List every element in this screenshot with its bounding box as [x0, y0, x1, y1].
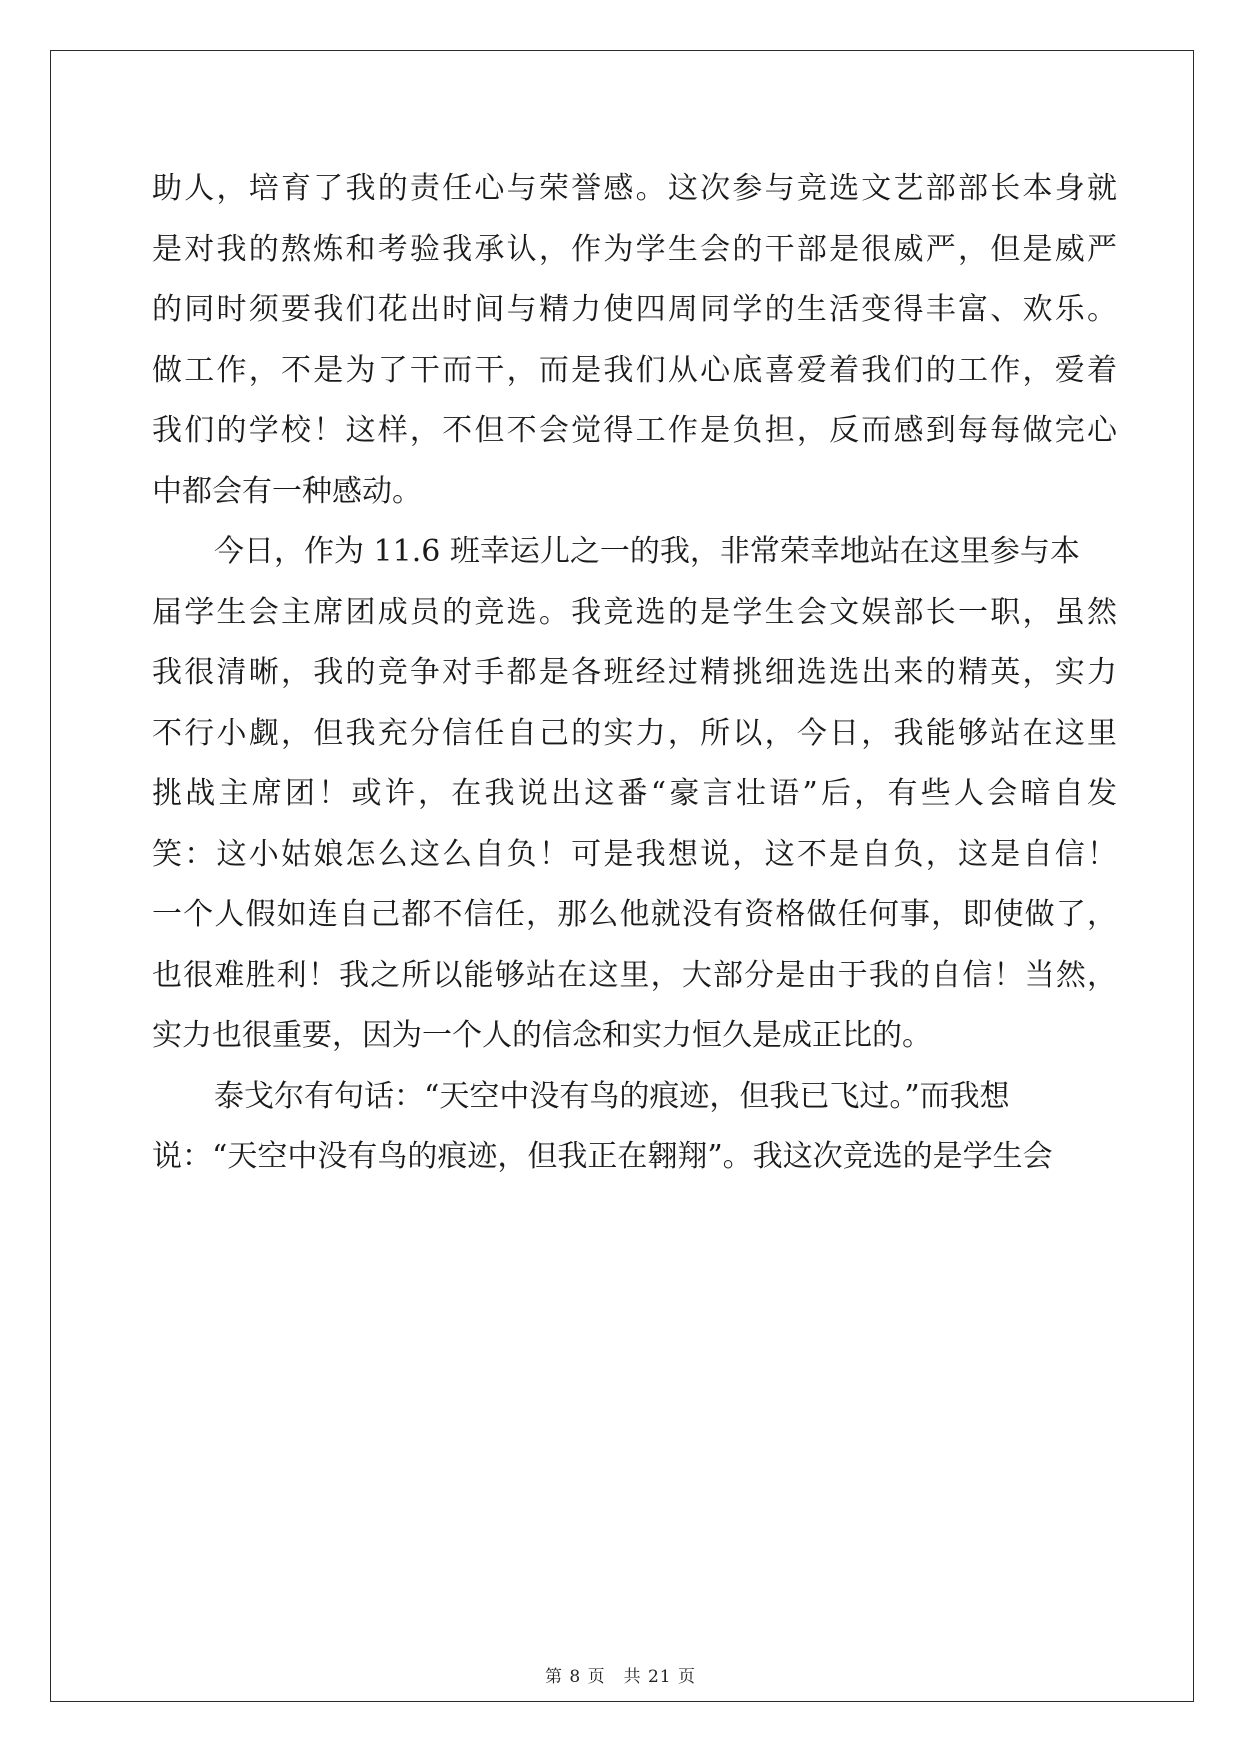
paragraph-first-line: 今日，作为 11.6 班幸运儿之一的我，非常荣幸地站在这里参与本 [214, 534, 1080, 569]
text-line: 我很清晰，我的竞争对手都是各班经过精挑细选选出来的精英，实力 [152, 655, 1117, 690]
text-line: 是对我的熬炼和考验我承认，作为学生会的干部是很威严，但是威严 [152, 231, 1117, 267]
text-line: 实力也很重要，因为一个人的信念和实力恒久是成正比的。 [152, 1018, 932, 1053]
text-line: 中都会有一种感动。 [152, 473, 422, 509]
text-line: 我们的学校！这样，不但不会觉得工作是负担，反而感到每每做完心 [152, 413, 1117, 448]
text-line: 也很难胜利！我之所以能够站在这里，大部分是由于我的自信！当然， [152, 957, 1117, 993]
paragraph-first-line: 泰戈尔有句话：“天空中没有鸟的痕迹，但我已飞过。”而我想 [214, 1078, 1010, 1114]
document-body [152, 159, 1117, 1188]
text-line: 做工作，不是为了干而干，而是我们从心底喜爱着我们的工作，爱着 [152, 352, 1117, 388]
text-line: 挑战主席团！或许，在我说出这番“豪言壮语”后，有些人会暗自发 [152, 776, 1117, 811]
text-line: 一个人假如连自己都不信任，那么他就没有资格做任何事，即使做了， [152, 897, 1117, 932]
page-number: 第 8 页 共 21 页 [544, 1667, 697, 1687]
text-line: 笑：这小姑娘怎么这么自负！可是我想说，这不是自负，这是自信！ [152, 836, 1117, 872]
text-line: 届学生会主席团成员的竞选。我竞选的是学生会文娱部长一职，虽然 [152, 594, 1117, 630]
text-line: 不行小觑，但我充分信任自己的实力，所以，今日，我能够站在这里 [152, 715, 1117, 751]
text-line: 的同时须要我们花出时间与精力使四周同学的生活变得丰富、欢乐。 [152, 292, 1117, 327]
text-line: 助人，培育了我的责任心与荣誉感。这次参与竞选文艺部部长本身就 [152, 171, 1117, 206]
text-line: 说：“天空中没有鸟的痕迹，但我正在翱翔”。我这次竞选的是学生会 [152, 1139, 1053, 1174]
